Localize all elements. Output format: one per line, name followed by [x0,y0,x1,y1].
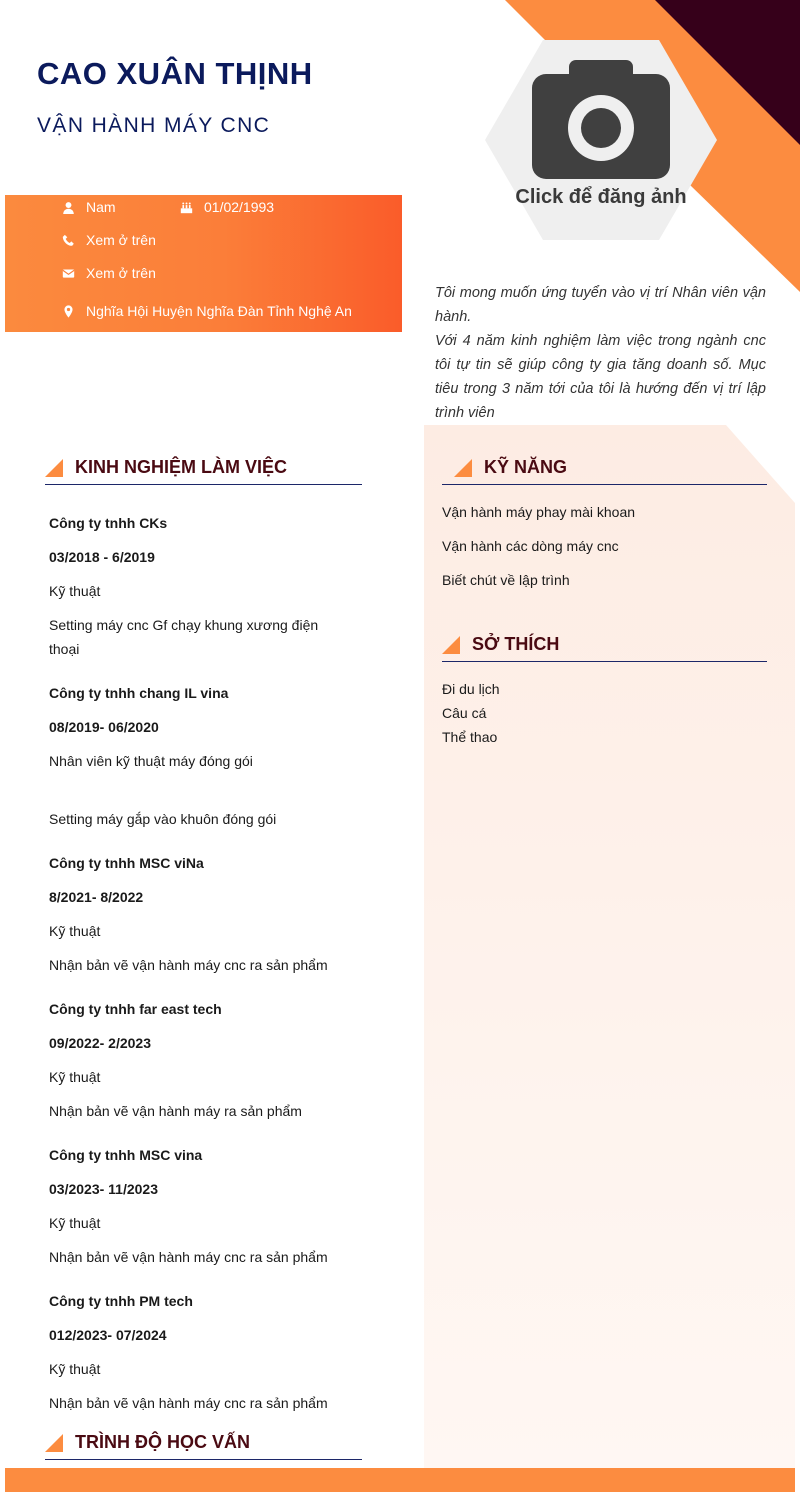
experience-item [49,997,339,1123]
hobby-item: Đi du lịch [442,681,500,697]
skill-item: Vận hành các dòng máy cnc [442,538,619,554]
hobby-item: Thể thao [442,729,498,745]
role: Kỹ thuật [49,1215,101,1231]
photo-upload[interactable] [485,40,717,240]
camera-icon [532,60,670,179]
experience-heading-text: KINH NGHIỆM LÀM VIỆC [75,457,288,477]
hobbies-heading-text: SỞ THÍCH [472,634,560,654]
experience-item [49,1289,339,1415]
skills-heading [442,457,767,485]
role: Kỹ thuật [49,583,101,599]
email-value: Xem ở trên [86,265,156,281]
experience-item [49,1143,339,1269]
role: Nhân viên kỹ thuật máy đóng gói [49,753,253,769]
user-icon [61,200,75,214]
company-name: Công ty tnhh chang IL vina [49,685,229,701]
experience-item [49,681,339,831]
objective-line: Với 4 năm kinh nghiệm làm việc trong ngành cnc tôi tự tin sẽ giúp công ty gia tăng doanh số. Mục tiêu trong 3 năm tới của tôi là hướng đến vị trí lập trình viên [435,333,766,421]
job-title: VẬN HÀNH MÁY CNC [37,114,271,137]
hobby-item: Câu cá [442,705,487,721]
company-name: Công ty tnhh MSC viNa [49,855,204,871]
company-name: Công ty tnhh PM tech [49,1293,193,1309]
envelope-icon [61,266,75,280]
triangle-icon [454,459,472,477]
contact-block [5,195,402,332]
skill-item: Vận hành máy phay mài khoan [442,504,636,520]
experience-heading [45,457,362,485]
role: Kỹ thuật [49,923,101,939]
period: 09/2022- 2/2023 [49,1035,151,1051]
company-name: Công ty tnhh CKs [49,515,168,531]
hobbies-heading [442,634,767,662]
experience-item [49,851,339,977]
address-value: Nghĩa Hội Huyện Nghĩa Đàn Tỉnh Nghệ An [86,303,352,319]
birthday [179,199,274,215]
description: Setting máy cnc Gf chạy khung xương điện thoại [49,617,319,657]
description: Setting máy gắp vào khuôn đóng gói [49,811,277,827]
period: 8/2021- 8/2022 [49,889,144,905]
birthday-cake-icon [179,200,193,214]
gender [61,199,116,215]
gender-value: Nam [86,199,116,215]
description: Nhận bản vẽ vận hành máy ra sản phẩm [49,1103,302,1119]
description: Nhận bản vẽ vận hành máy cnc ra sản phẩm [49,1249,328,1265]
skill-item: Biết chút về lập trình [442,572,570,588]
role: Kỹ thuật [49,1361,101,1377]
skills-heading-text: KỸ NĂNG [484,457,568,477]
candidate-name: CAO XUÂN THỊNH [37,56,313,91]
triangle-icon [45,459,63,477]
experience-item [49,511,339,661]
map-pin-icon [61,304,75,318]
triangle-icon [45,1434,63,1452]
education-heading-text: TRÌNH ĐỘ HỌC VẤN [75,1432,250,1452]
triangle-icon [442,636,460,654]
address [61,303,352,319]
period: 08/2019- 06/2020 [49,719,159,735]
phone [61,232,156,248]
description: Nhận bản vẽ vận hành máy cnc ra sản phẩm [49,957,328,973]
period: 012/2023- 07/2024 [49,1327,167,1343]
footer-bar [5,1468,795,1492]
education-heading [45,1432,362,1460]
birthday-value: 01/02/1993 [204,199,275,215]
hobbies-list [442,677,500,749]
skills-list [442,500,635,592]
phone-icon [61,233,75,247]
description: Nhận bản vẽ vận hành máy cnc ra sản phẩm [49,1395,328,1411]
role: Kỹ thuật [49,1069,101,1085]
career-objective [435,281,766,425]
company-name: Công ty tnhh far east tech [49,1001,222,1017]
phone-value: Xem ở trên [86,232,156,248]
company-name: Công ty tnhh MSC vina [49,1147,203,1163]
objective-line: Tôi mong muốn ứng tuyển vào vị trí Nhân viên vận hành. [435,285,766,325]
period: 03/2023- 11/2023 [49,1181,158,1197]
email [61,265,156,281]
photo-upload-label[interactable]: Click để đăng ảnh [515,186,687,208]
period: 03/2018 - 6/2019 [49,549,155,565]
